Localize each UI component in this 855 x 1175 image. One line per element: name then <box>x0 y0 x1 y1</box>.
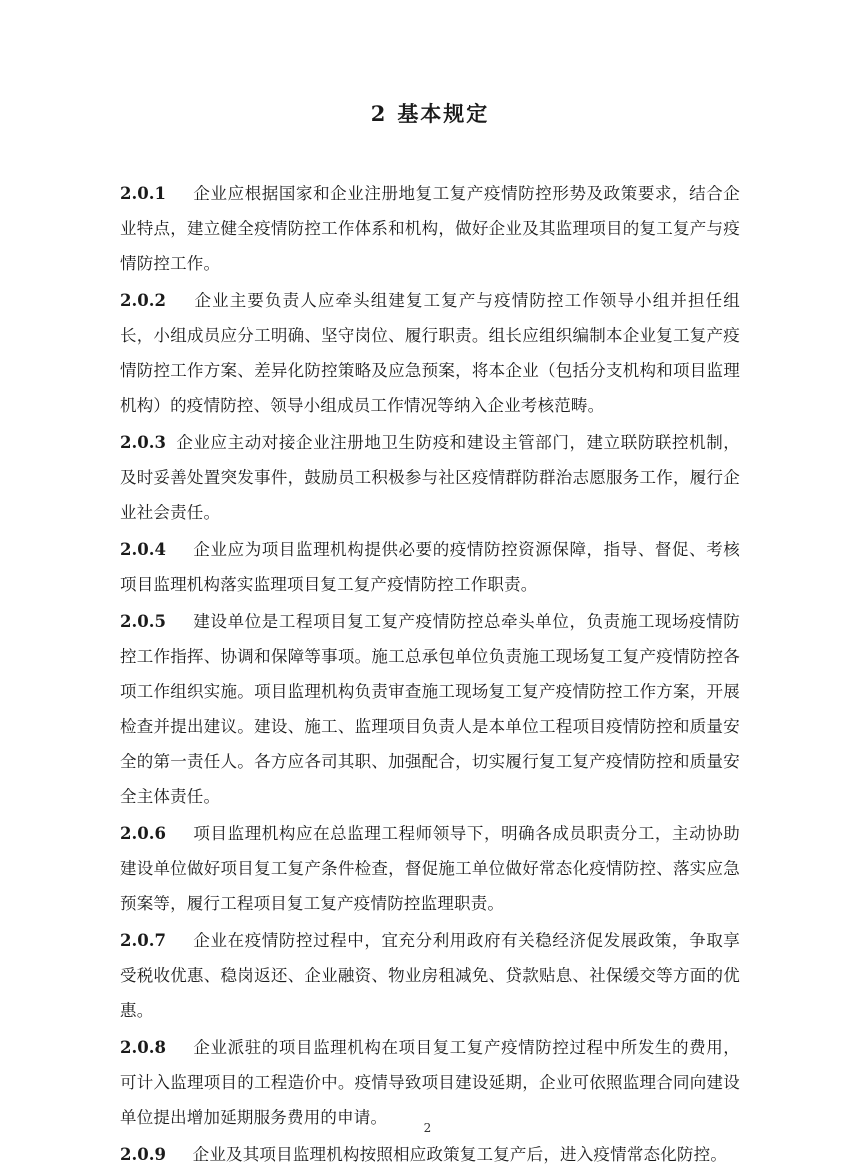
clause-number: 2.0.6 <box>120 824 166 843</box>
clause-text: 企业在疫情防控过程中，宜充分利用政府有关稳经济促发展政策，争取享受税收优惠、稳岗返还、企业融资、物业房租减免、贷款贴息、社保缓交等方面的优惠。 <box>120 931 740 1020</box>
clause-number: 2.0.9 <box>120 1145 166 1164</box>
clause-number: 2.0.8 <box>120 1038 166 1057</box>
clause-item <box>120 532 740 602</box>
clause-number: 2.0.4 <box>120 540 166 559</box>
clause-text: 建设单位是工程项目复工复产疫情防控总牵头单位，负责施工现场疫情防控工作指挥、协调和保障等事项。施工总承包单位负责施工现场复工复产疫情防控各项工作组织实施。项目监理机构负责审查施工现场复工复产疫情防控工作方案，开展检查并提出建议。建设、施工、监理项目负责人是本单位工程项目疫情防控和质量安全的第一责任人。各方应各司其职、加强配合，切实履行复工复产疫情防控和质量安全主体责任。 <box>120 612 740 806</box>
clause-text: 企业应根据国家和企业注册地复工复产疫情防控形势及政策要求，结合企业特点，建立健全疫情防控工作体系和机构，做好企业及其监理项目的复工复产与疫情防控工作。 <box>120 184 740 273</box>
clause-number: 2.0.5 <box>120 612 166 631</box>
clause-number: 2.0.1 <box>120 184 166 203</box>
clause-item <box>120 816 740 921</box>
clause-item <box>120 283 740 423</box>
clause-item <box>120 176 740 281</box>
clause-list <box>120 176 740 1172</box>
clause-text: 企业主要负责人应牵头组建复工复产与疫情防控工作领导小组并担任组长，小组成员应分工明确、坚守岗位、履行职责。组长应组织编制本企业复工复产疫情防控工作方案、差异化防控策略及应急预案，将本企业（包括分支机构和项目监理机构）的疫情防控、领导小组成员工作情况等纳入企业考核范畴。 <box>120 291 740 415</box>
clause-text: 项目监理机构应在总监理工程师领导下，明确各成员职责分工，主动协助建设单位做好项目复工复产条件检查，督促施工单位做好常态化疫情防控、落实应急预案等，履行工程项目复工复产疫情防控监理职责。 <box>120 824 740 913</box>
page-title <box>120 98 740 128</box>
page-content <box>120 0 740 1174</box>
chapter-number: 2 <box>370 101 388 126</box>
clause-item <box>120 1030 740 1135</box>
clause-text: 企业应为项目监理机构提供必要的疫情防控资源保障，指导、督促、考核项目监理机构落实监理项目复工复产疫情防控工作职责。 <box>120 540 740 594</box>
clause-text: 企业应主动对接企业注册地卫生防疫和建设主管部门，建立联防联控机制，及时妥善处置突发事件，鼓励员工积极参与社区疫情群防群治志愿服务工作，履行企业社会责任。 <box>120 433 740 522</box>
chapter-title-text: 基本规定 <box>397 101 490 126</box>
page-number: 2 <box>423 1121 432 1135</box>
clause-item <box>120 425 740 530</box>
clause-item <box>120 1137 740 1172</box>
clause-number: 2.0.2 <box>120 291 166 310</box>
clause-number: 2.0.3 <box>120 433 166 452</box>
clause-text: 企业及其项目监理机构按照相应政策复工复产后，进入疫情常态化防控。 <box>175 1145 728 1164</box>
clause-number: 2.0.7 <box>120 931 166 950</box>
clause-item <box>120 604 740 814</box>
clause-text: 企业派驻的项目监理机构在项目复工复产疫情防控过程中所发生的费用，可计入监理项目的工程造价中。疫情导致项目建设延期，企业可依照监理合同向建设单位提出增加延期服务费用的申请。 <box>120 1038 740 1127</box>
clause-item <box>120 923 740 1028</box>
